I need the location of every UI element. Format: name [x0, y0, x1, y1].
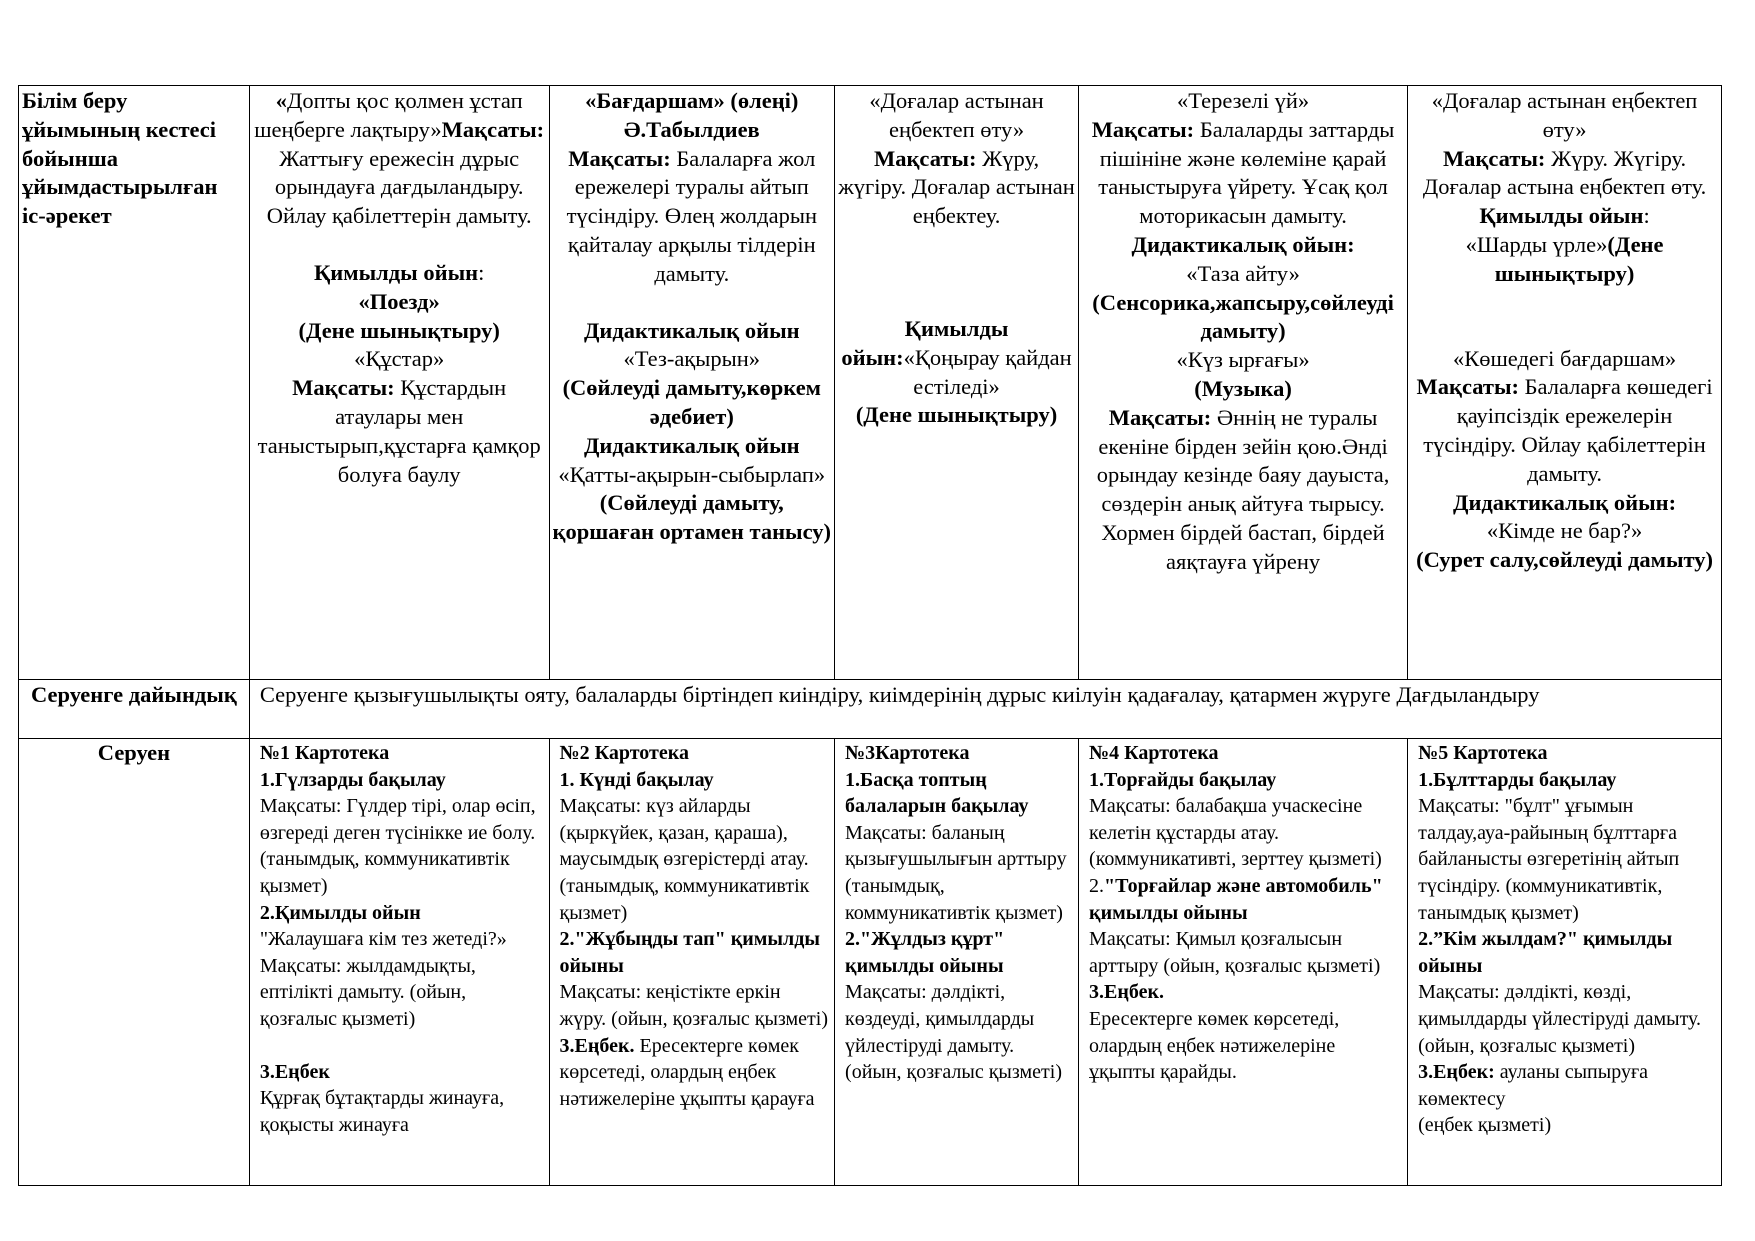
game-label: Дидактикалық ойын: [1131, 231, 1355, 257]
game-goal: Мақсаты: Қимыл қозғалысын арттыру (ойын, қозғалыс қызметі) [1089, 928, 1381, 977]
walk-cell-1 [249, 739, 549, 1186]
activity-title: «Терезелі үй» [1176, 88, 1310, 113]
game-1-label: Дидактикалық ойын [583, 317, 800, 343]
game-goal: Мақсаты: дәлдікті, көздеуді, қимылдарды үйлестіруді дамыту. (ойын, қозғалыс қызметі) [845, 981, 1062, 1084]
game-label: Қимылды ойын [1479, 203, 1644, 229]
game-title: 2."Жұлдыз құрт" қимылды ойыны [845, 928, 1005, 977]
game-1-area: (Сөйлеуді дамыту,көркем әдебиет) [562, 375, 822, 429]
game-label: Қимылды ойын [313, 259, 479, 285]
walk-cell-2 [549, 739, 835, 1186]
game-name: «Шарды үрле» [1465, 231, 1608, 257]
walk-header: Серуен [19, 739, 250, 1186]
goal-label: Мақсаты: [441, 116, 545, 142]
topic-2: «Көшедегі бағдаршам» [1452, 345, 1677, 371]
goal-text: Жүру, жүгіру. Доғалар астынан еңбектеу. [838, 145, 1075, 229]
game-1-name: «Тез-ақырын» [623, 346, 761, 372]
observation-goal: Мақсаты: Гүлдер тірі, олар өсіп, өзгереді деген түсінікке ие болу. (танымдық, коммуникативтік қызмет) [259, 795, 536, 897]
game-name: «Қоңырау қайдан естіледі» [903, 344, 1072, 399]
card-number: №3Картотека [845, 742, 970, 764]
observation-goal: Мақсаты: балабақша учаскесіне келетін құстарды атау. (коммуникативті, зерттеу қызметі) [1089, 795, 1382, 871]
topic-2: «Құстар» [354, 346, 445, 372]
game-title: 2."Торғайлар және автомобиль" қимылды ойыны [1089, 874, 1383, 924]
game-name: «Таза айту» [1186, 260, 1300, 286]
activity-cell-3 [835, 86, 1079, 680]
observation-goal: Мақсаты: "бұлт" ұғымын талдау,ауа-райының бұлттарға байланысты өзгеретінің айтып түсіндіру. (коммуникативтік, танымдық қызмет) [1418, 795, 1680, 924]
observation-title: 1.Басқа топтың балаларын бақылау [845, 768, 1029, 818]
game-title: 2."Жұбыңды тап" қимылды ойыны [559, 928, 820, 977]
game-name: «Поезд» [358, 288, 440, 314]
goal-2-label: Мақсаты: [1108, 404, 1212, 430]
activity-title: «Бағдаршам» (өлеңі) Ә.Табылдиев [585, 88, 799, 142]
game-area: (Сенсорика,жапсыру,сөйлеуді дамыту) [1092, 289, 1394, 344]
activities-row-header: Білім беру ұйымының кестесі бойынша ұйымдастырылған іс-әрекет [19, 86, 250, 680]
activity-title: «Допты қос қолмен ұстап шеңберге лақтыру» [254, 88, 523, 142]
work-text: Ересектерге көмек көрсетеді, олардың еңбек нәтижелеріне ұқыпты қарауға [559, 1034, 815, 1110]
game-label: Қимылды ойын: [841, 315, 1009, 370]
card-number: №4 Картотека [1089, 742, 1219, 764]
topic-2: «Күз ырғағы» [1176, 347, 1310, 373]
work-text: ауланы сыпыруға көмектесу [1418, 1061, 1649, 1110]
goal-2-label: Мақсаты: [292, 375, 395, 401]
game-2-area: (Сурет салу,сөйлеуді дамыту) [1416, 547, 1714, 573]
observation-title: 1. Күнді бақылау [559, 768, 714, 791]
observation-title: 1.Бұлттарды бақылау [1418, 768, 1617, 791]
work-text: Ересектерге көмек көрсетеді, олардың еңбек нәтижелеріне ұқыпты қарайды. [1089, 1007, 1340, 1084]
card-number: №2 Картотека [559, 742, 689, 764]
work-label: 3.Еңбек. [559, 1034, 635, 1057]
game-title: 2.Қимылды ойын [259, 901, 421, 924]
goal-label: Мақсаты: [873, 145, 977, 171]
walk-prep-text: Серуенге қызығушылықты ояту, балаларды біртіндеп киіндіру, киімдерінің дұрыс киілуін қадағалау, қатармен жүруге Дағдыландыру [249, 680, 1721, 739]
game-2-label: Дидактикалық ойын: [1452, 489, 1677, 515]
goal-label: Мақсаты: [1442, 145, 1546, 171]
goal-2-text: Әннің не туралы екеніне бірден зейін қою.Әнді орындау кезінде баяу дауыста, сөздерін анық айтуға тырысу. Хормен бірдей бастап, бірдей аяқтауға үйрену [1096, 404, 1390, 574]
observation-title: 1.Торғайды бақылау [1089, 768, 1277, 791]
walk-cell-3 [835, 739, 1079, 1186]
goal-text: Балаларға жол ережелері туралы айтып түсіндіру. Өлең жолдарын қайталау арқылы тілдерін дамыту. [566, 145, 817, 286]
work-area: (еңбек қызметі) [1418, 1114, 1552, 1137]
game-goal: Мақсаты: дәлдікті, көзді, қимылдарды үйлестіруді дамыту. (ойын, қозғалыс қызметі) [1418, 981, 1702, 1057]
activity-cell-5: «Доғалар астынан еңбектеп өту» Мақсаты: Жүру. Жүгіру. Доғалар астына еңбектеп өту. Қимылды ойын: «Шарды үрле»(Дене шынықтыру) «Көшедегі бағдаршам» Мақсаты: Балаларға көшедегі қауіпсіздік ережелерін түсіндіру. Ойлау қабілеттерін дамыту. Дидактикалық ойын: «Кімде не бар?» (Сурет салу,сөйлеуді дамыту) [1408, 86, 1722, 680]
topic-2-area: (Музыка) [1194, 375, 1292, 401]
walk-prep-row [19, 680, 1722, 739]
game-2-label: Дидактикалық ойын [583, 432, 800, 458]
goal-text: Жаттығу ережесін дұрыс орындауға дағдыландыру. Ойлау қабілеттерін дамыту. [266, 145, 532, 229]
game-2-name: «Қатты-ақырын-сыбырлап» [558, 461, 826, 487]
game-goal: Мақсаты: кеңістікте еркін жүру. (ойын, қозғалыс қызметі) [559, 981, 829, 1030]
game-title: 2.”Кім жылдам?" қимылды ойыны [1418, 928, 1673, 977]
walk-cell-5 [1408, 739, 1722, 1186]
game-goal: Мақсаты: жылдамдықты, ептілікті дамыту. (ойын, қозғалыс қызметі) [259, 954, 476, 1030]
work-label: 3.Еңбек [259, 1060, 330, 1083]
card-number: №5 Картотека [1418, 742, 1548, 764]
goal-label: Мақсаты: [1091, 116, 1195, 142]
game-area: (Дене шынықтыру) [298, 317, 500, 343]
work-text: Құрғақ бұтақтарды жинауға, қоқысты жинауға [259, 1087, 505, 1136]
observation-title: 1.Гүлзарды бақылау [259, 768, 446, 791]
walk-row [19, 739, 1722, 1186]
goal-2-text: Құстардын атаулары мен таныстырып,құстарға қамқор болуға баулу [257, 375, 541, 487]
card-number: №1 Картотека [259, 742, 390, 764]
work-label: 3.Еңбек. [1089, 981, 1165, 1004]
activity-title: «Доғалар астынан еңбектеп өту» [869, 88, 1044, 142]
goal-label: Мақсаты: [568, 145, 671, 171]
game-2-area: (Сөйлеуді дамыту, қоршаған ортамен танысу) [552, 490, 832, 545]
walk-prep-header: Серуенге дайындық [19, 680, 250, 739]
goal-text: Балаларды заттарды пішініне және көлеміне қарай таныстыруға үйрету. Ұсақ қол моторикасын дамыту. [1098, 116, 1395, 229]
activity-cell-4 [1079, 86, 1408, 680]
goal-2-text: Балаларға көшедегі қауіпсіздік ережелерін түсіндіру. Ойлау қабілеттерін дамыту. [1423, 374, 1713, 486]
goal-2-label: Мақсаты: [1416, 374, 1520, 400]
activity-title: «Доғалар астынан еңбектеп өту» [1431, 88, 1698, 142]
observation-goal: Мақсаты: күз айларды (қыркүйек, қазан, қараша), маусымдық өзгерістерді атау. (танымдық, коммуникативтік қызмет) [559, 795, 810, 924]
game-area: (Дене шынықтыру) [855, 402, 1058, 428]
game-area: (Дене шынықтыру) [1494, 231, 1664, 286]
walk-cell-4 [1079, 739, 1408, 1186]
observation-goal: Мақсаты: баланың қызығушылығын арттыру (танымдық, коммуникативтік қызмет) [845, 821, 1067, 924]
activity-cell-2 [549, 86, 835, 680]
game-2-name: «Кімде не бар?» [1486, 518, 1643, 544]
activities-row [19, 86, 1722, 680]
goal-text: Жүру. Жүгіру. Доғалар астына еңбектеп өту. [1422, 145, 1707, 200]
work-label: 3.Еңбек: [1418, 1061, 1495, 1084]
game-name: "Жалаушаға кім тез жетеді?» [259, 928, 507, 951]
activity-cell-1: «Допты қос қолмен ұстап шеңберге лақтыру»Мақсаты: Жаттығу ережесін дұрыс орындауға дағдыландыру. Ойлау қабілеттерін дамыту. Қимылды ойын: «Поезд» (Дене шынықтыру) «Құстар» Мақсаты: Құстардын атаулары мен таныстырып,құстарға қамқор болуға баулу [249, 86, 549, 680]
daily-plan-table [18, 85, 1722, 1186]
